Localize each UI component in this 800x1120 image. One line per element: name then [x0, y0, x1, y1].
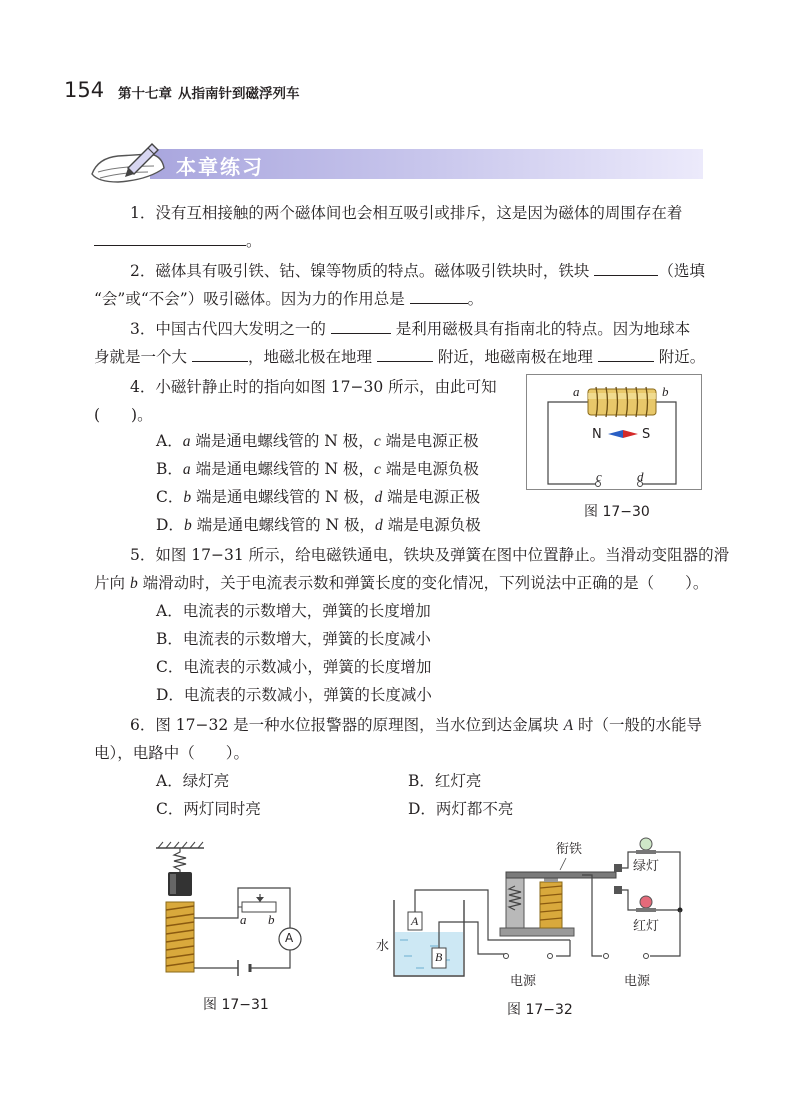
- q2-line1: 2．磁体具有吸引铁、钴、镍等物质的特点。磁体吸引铁块时，铁块 （选填: [130, 262, 705, 280]
- q3-blank-2: [192, 347, 248, 362]
- chapter-label: 第十七章: [118, 86, 172, 102]
- fig1730-caption: 图 17−30: [584, 504, 650, 520]
- page-number: 154: [64, 78, 105, 102]
- q5-option-c: C．电流表的示数减小，弹簧的长度增加: [156, 658, 432, 676]
- q5-line1: 5．如图 17−31 所示，给电磁铁通电，铁块及弹簧在图中位置静止。当滑动变阻器的滑: [130, 546, 730, 564]
- q1-line1: 1．没有互相接触的两个磁体间也会相互吸引或排斥，这是因为磁体的周围存在着: [130, 204, 683, 222]
- fig1732-label-A: A: [411, 914, 419, 928]
- fig1730-label-d: d: [637, 469, 644, 484]
- fig1732-caption: 图 17−32: [507, 1002, 573, 1018]
- fig1732-label-armature: 衔铁: [556, 842, 583, 857]
- q5-option-d: D．电流表的示数减小，弹簧的长度减小: [156, 686, 432, 704]
- fig1731-label-a: a: [240, 912, 247, 927]
- fig1732-label-water: 水: [376, 939, 390, 954]
- q3-blank-3: [377, 347, 433, 362]
- figure-17-30: [526, 374, 702, 490]
- q3-line1: 3．中国古代四大发明之一的 是利用磁极具有指南北的特点。因为地球本: [130, 320, 691, 338]
- fig1732-label-green: 绿灯: [633, 859, 660, 874]
- q6-option-a: A．绿灯亮: [156, 772, 230, 790]
- q4-stem-line1: 4．小磁针静止时的指向如图 17−30 所示，由此可知: [130, 378, 497, 396]
- fig1732-label-B: B: [435, 950, 443, 964]
- q4-option-c: C．b 端是通电螺线管的 N 极，d 端是电源正极: [156, 488, 481, 506]
- q5-option-a: A．电流表的示数增大，弹簧的长度增加: [156, 602, 431, 620]
- q6-line2: 电），电路中（ ）。: [94, 744, 250, 762]
- fig1730-label-n: N: [592, 427, 602, 442]
- figure-17-31: [150, 838, 310, 988]
- pencil-notebook-icon: [88, 138, 172, 186]
- q4-option-d: D．b 端是通电螺线管的 N 极，d 端是电源负极: [156, 516, 481, 534]
- fig1732-label-red: 红灯: [633, 919, 660, 934]
- q5-option-b: B．电流表的示数增大，弹簧的长度减小: [156, 630, 431, 648]
- fig1732-label-power-1: 电源: [510, 974, 537, 989]
- figure-17-32: [370, 828, 710, 990]
- fig1730-label-c: c: [596, 469, 602, 484]
- fig1730-label-a: a: [573, 384, 580, 399]
- q2-blank-1: [594, 261, 658, 276]
- section-title: 本章练习: [176, 155, 264, 179]
- chapter-title: 从指南针到磁浮列车: [178, 86, 300, 102]
- fig1731-caption: 图 17−31: [203, 997, 269, 1013]
- q6-option-d: D．两灯都不亮: [408, 800, 514, 818]
- q6-option-b: B．红灯亮: [408, 772, 482, 790]
- q3-blank-1: [331, 319, 391, 334]
- q1-blank: [94, 231, 246, 246]
- q6-option-c: C．两灯同时亮: [156, 800, 261, 818]
- q4-stem-line2: ( )。: [94, 406, 153, 424]
- q2-line2: “会”或“不会”）吸引磁体。因为力的作用总是 。: [94, 290, 484, 308]
- fig1731-meter-label: A: [285, 931, 294, 945]
- fig1732-label-power-2: 电源: [624, 974, 651, 989]
- fig1730-label-s: S: [642, 427, 651, 442]
- q4-option-b: B．a 端是通电螺线管的 N 极，c 端是电源负极: [156, 460, 479, 478]
- q4-option-a: A．a 端是通电螺线管的 N 极，c 端是电源正极: [156, 432, 479, 450]
- q6-line1: 6．图 17−32 是一种水位报警器的原理图，当水位到达金属块 A 时（一般的水能导: [130, 716, 702, 734]
- fig1730-label-b: b: [662, 384, 669, 399]
- q3-line2: 身就是一个大 ，地磁北极在地理 附近，地磁南极在地理 附近。: [94, 348, 706, 366]
- fig1731-label-b: b: [268, 912, 275, 927]
- q2-blank-2: [410, 289, 468, 304]
- q3-blank-4: [598, 347, 654, 362]
- q5-line2: 片向 b 端滑动时，关于电流表示数和弹簧长度的变化情况，下列说法中正确的是（ ）。: [94, 574, 709, 592]
- q1-line2: 。: [94, 230, 262, 252]
